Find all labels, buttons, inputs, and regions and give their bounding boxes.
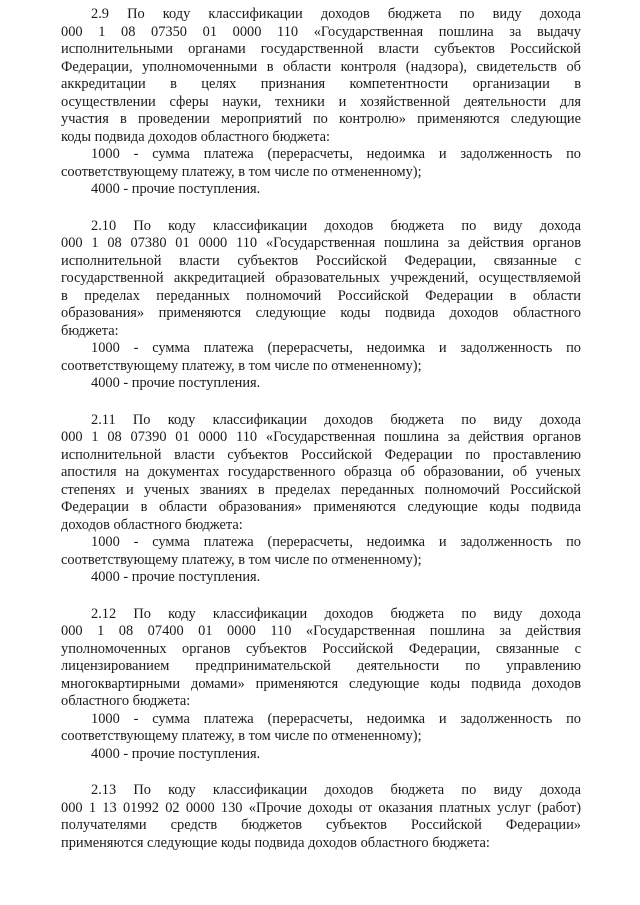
text-line: 1000 - сумма платежа (перерасчеты, недоимка и задолженность по	[91, 340, 581, 356]
text-line: государственной аккредитацией образовательных учреждений, осуществляемой	[61, 270, 581, 286]
code-4000-item	[61, 375, 581, 393]
text-line: уполномоченных органов субъектов Российской Федерации, связанные с	[61, 640, 581, 657]
code-4000-item	[61, 181, 581, 199]
text-line: 000 1 08 07400 01 0000 110 «Государственная пошлина за действия	[61, 623, 581, 639]
section-paragraph	[61, 6, 581, 146]
text-line: осуществлении сферы науки, техники и хозяйственной деятельности для	[61, 93, 581, 110]
text-line: 2.11 По коду классификации доходов бюджета по виду дохода	[91, 411, 581, 428]
text-line: 1000 - сумма платежа (перерасчеты, недоимка и задолженность по	[91, 534, 581, 550]
text-line: апостиля на документах государственного образца об образовании, об ученых	[61, 464, 581, 480]
text-line: соответствующему платежу, в том числе по отмененному);	[61, 163, 422, 180]
text-line: 1000 - сумма платежа (перерасчеты, недоимка и задолженность по	[91, 710, 581, 727]
section-2-13	[61, 782, 581, 852]
text-line: применяются следующие коды подвида доходов областного бюджета:	[61, 834, 490, 851]
code-1000-item	[61, 146, 581, 181]
text-line: коды подвида доходов областного бюджета:	[61, 128, 331, 145]
text-line: 2.9 По коду классификации доходов бюджета по виду дохода	[91, 6, 581, 22]
text-line: получателями средств бюджетов субъектов Российской Федерации»	[61, 817, 581, 833]
text-line: 1000 - сумма платежа (перерасчеты, недоимка и задолженность по	[91, 146, 581, 162]
code-1000-item	[61, 534, 581, 569]
section-2-9	[61, 6, 581, 199]
text-line: в пределах переданных полномочий Российской Федерации в области	[61, 287, 581, 304]
text-line: бюджета:	[61, 322, 119, 339]
text-line: участия в проведении мероприятий по контролю» применяются следующие	[61, 111, 581, 127]
section-paragraph	[61, 782, 581, 852]
text-line: областного бюджета:	[61, 693, 191, 709]
section-2-10	[61, 218, 581, 393]
text-line: доходов областного бюджета:	[61, 516, 243, 533]
text-line: 2.12 По коду классификации доходов бюджета по виду дохода	[91, 605, 581, 622]
text-line: исполнительной власти субъектов Российской Федерации, связанные с	[61, 252, 581, 269]
text-line: 2.13 По коду классификации доходов бюджета по виду дохода	[91, 782, 581, 798]
text-line: 000 1 08 07380 01 0000 110 «Государственная пошлина за действия органов	[61, 235, 581, 251]
code-4000-item	[61, 746, 581, 764]
text-line: 000 1 13 01992 02 0000 130 «Прочие доходы от оказания платных услуг (работ)	[61, 799, 581, 816]
text-line: исполнительными органами государственной власти субъектов Российской	[61, 41, 581, 57]
section-2-11	[61, 412, 581, 587]
text-line: степенях и ученых званиях в пределах переданных полномочий Российской	[61, 481, 581, 498]
text-line: образования» применяются следующие коды подвида доходов областного	[61, 305, 581, 321]
text-line: соответствующему платежу, в том числе по отмененному);	[61, 551, 422, 568]
section-paragraph	[61, 606, 581, 711]
text-line: аккредитации в целях признания компетентности организации в	[61, 76, 581, 92]
text-line: лицензированием предпринимательской деятельности по управлению	[61, 658, 581, 674]
text-line: Федерации в области образования» применяются следующие коды подвида	[61, 499, 581, 515]
text-line: 4000 - прочие поступления.	[91, 181, 261, 197]
code-1000-item	[61, 711, 581, 746]
section-paragraph	[61, 218, 581, 341]
text-line: 000 1 08 07390 01 0000 110 «Государственная пошлина за действия органов	[61, 429, 581, 445]
text-line: соответствующему платежу, в том числе по отмененному);	[61, 357, 422, 374]
text-line: 000 1 08 07350 01 0000 110 «Государственная пошлина за выдачу	[61, 23, 581, 40]
code-1000-item	[61, 340, 581, 375]
text-line: многоквартирными домами» применяются следующие коды подвида доходов	[61, 675, 581, 692]
section-2-12	[61, 606, 581, 764]
text-line: 4000 - прочие поступления.	[91, 569, 261, 585]
text-line: Федерации, уполномоченными в области контроля (надзора), свидетельств об	[61, 58, 581, 75]
text-line: 4000 - прочие поступления.	[91, 745, 261, 762]
text-line: исполнительной власти субъектов Российской Федерации по проставлению	[61, 446, 581, 463]
text-line: 2.10 По коду классификации доходов бюджета по виду дохода	[91, 217, 581, 234]
document-page	[61, 6, 581, 871]
text-line: соответствующему платежу, в том числе по отмененному);	[61, 728, 422, 744]
section-paragraph	[61, 412, 581, 535]
code-4000-item	[61, 569, 581, 587]
text-line: 4000 - прочие поступления.	[91, 375, 261, 391]
